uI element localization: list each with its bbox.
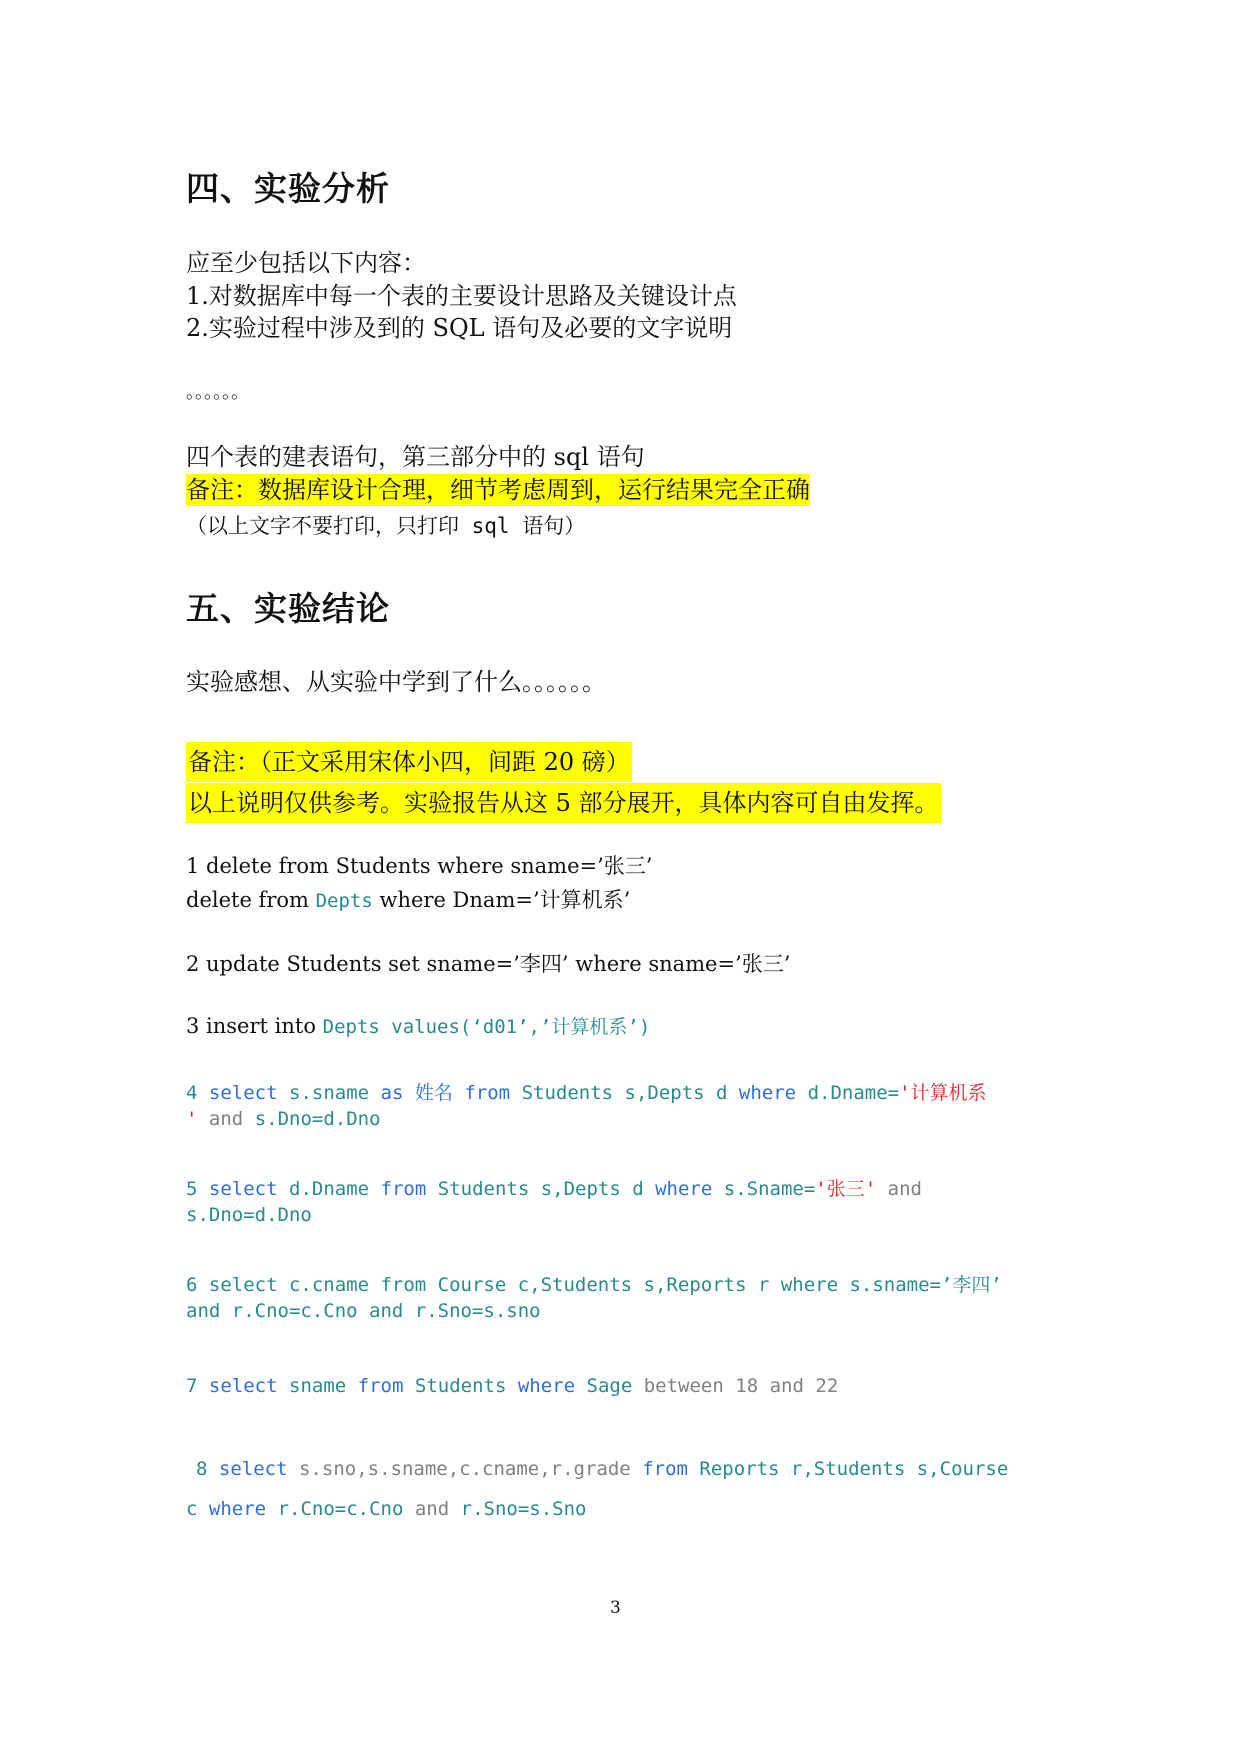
sql-q5-line1: 5 select d.Dname from Students s,Depts d where s.Sname='张三' and [186, 1178, 922, 1200]
sql-q4-line2: ' and s.Dno=d.Dno [186, 1108, 381, 1130]
no-print-note: （以上文字不要打印，只打印 sql 语句） [186, 514, 586, 538]
section5-heading: 五、实验结论 [186, 589, 390, 628]
tables-line: 四个表的建表语句，第三部分中的 sql 语句 [186, 443, 645, 471]
scope-note-highlight: 以上说明仅供参考。实验报告从这 5 部分展开，具体内容可自由发挥。 [186, 783, 941, 823]
sql-q4-line1: 4 select s.sname as 姓名 from Students s,Depts d where d.Dname='计算机系 [186, 1082, 987, 1104]
sql-q6-line1: 6 select c.cname from Course c,Students s,Reports r where s.sname=’李四’ [186, 1274, 1002, 1296]
ellipsis-dots: 。。。。。。 [186, 382, 249, 403]
design-note-highlight: 备注：数据库设计合理，细节考虑周到，运行结果完全正确 [186, 476, 810, 504]
sql-q1-line1: 1 delete from Students where sname=’张三’ [186, 854, 653, 878]
sql-q1-line2: delete from Depts where Dnam=’计算机系’ [186, 888, 631, 912]
sql-q6-line2: and r.Cno=c.Cno and r.Sno=s.sno [186, 1300, 541, 1322]
section4-item1: 1.对数据库中每一个表的主要设计思路及关键设计点 [186, 282, 737, 310]
sql-q5-line2: s.Dno=d.Dno [186, 1204, 312, 1226]
sql-q3: 3 insert into Depts values(‘d01’,’计算机系’) [186, 1014, 651, 1038]
format-note-highlight: 备注：（正文采用宋体小四，间距 20 磅） [186, 742, 632, 782]
sql-q2: 2 update Students set sname=’李四’ where sname=’张三’ [186, 952, 791, 976]
section4-item2: 2.实验过程中涉及到的 SQL 语句及必要的文字说明 [186, 314, 733, 342]
page-number: 3 [610, 1598, 621, 1618]
section4-heading: 四、实验分析 [186, 169, 390, 208]
sql-q8-line1: 8 select s.sno,s.sname,c.cname,r.grade from Reports r,Students s,Course [196, 1458, 1009, 1480]
section4-intro: 应至少包括以下内容： [186, 249, 426, 277]
sql-q7: 7 select sname from Students where Sage between 18 and 22 [186, 1375, 839, 1397]
reflection-text: 实验感想、从实验中学到了什么。。。。。。 [186, 668, 606, 696]
sql-q8-line2: c where r.Cno=c.Cno and r.Sno=s.Sno [186, 1498, 587, 1520]
